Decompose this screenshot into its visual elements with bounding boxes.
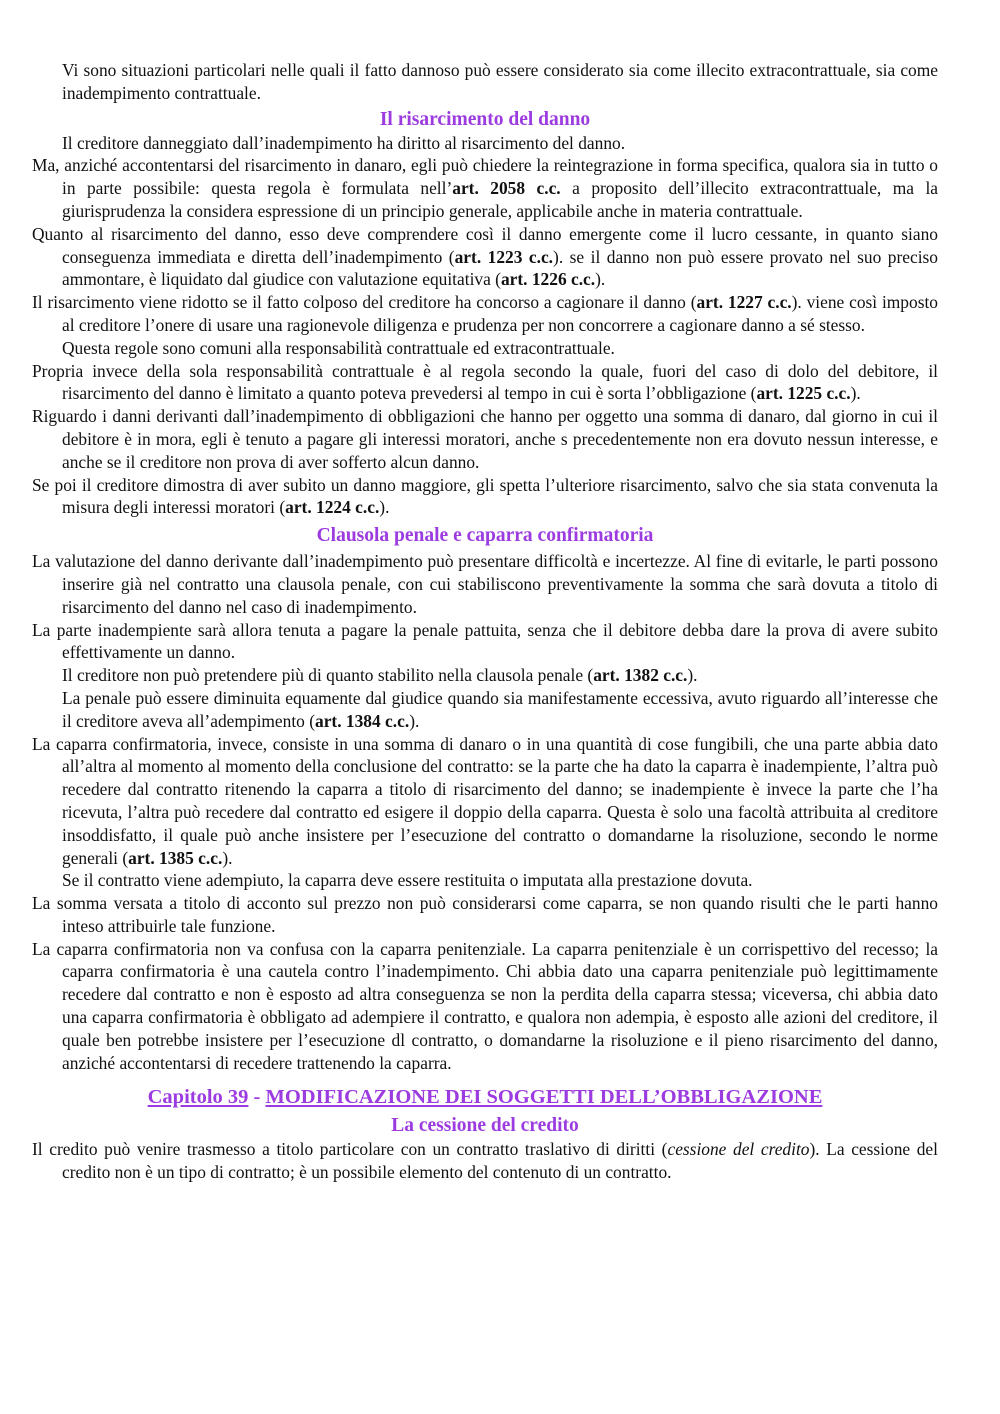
- paragraph: La parte inadempiente sarà allora tenuta a pagare la penale pattuita, senza che il debitore debba dare la prova di avere subito effettivamente un danno.: [32, 619, 938, 663]
- heading-cessione-del-credito: La cessione del credito: [391, 1115, 579, 1137]
- paragraph: [32, 474, 938, 520]
- text: La caparra confirmatoria, invece, consiste in una somma di danaro o in una quantità di cose fungibili, che una parte abbia dato all’altra al momento al momento della conclusione del contratto: se la parte che ha dato la caparra è inadempiente, l’altra può recedere dal contratto ritenendo la caparra a titolo di risarcimento del danno; se inadempiente è invece la parte che l’ha ricevuta, l’altra può recedere dal contratto ed esigere il doppio della caparra. Questa è solo una facoltà attribuita al creditore insoddisfatto, il quale può anche insistere per l’esecuzione del contratto o domandarne la risoluzione, secondo le norme generali (: [32, 733, 938, 868]
- text: ). viene così imposto al creditore l’onere di usare una ragionevole diligenza e prudenza per non concorrere a cagionare danno a sé stesso.: [62, 292, 938, 335]
- chapter-heading: [32, 1084, 938, 1110]
- article-reference: art. 1223 c.c.: [454, 246, 554, 267]
- italic-term: cessione del credito: [667, 1139, 810, 1160]
- text: ).: [595, 269, 606, 290]
- heading-risarcimento-del-danno: Il risarcimento del danno: [379, 108, 591, 130]
- paragraph: [32, 687, 938, 733]
- text: Propria invece della sola responsabilità contrattuale è al regola secondo la quale, fuori del caso di dolo del debitore, il risarcimento del danno è limitato a quanto poteva prevedersi al tempo in cui è sorta l’obbligazione (: [32, 360, 938, 404]
- article-reference: art. 1385 c.c.: [128, 847, 223, 868]
- text: ).: [687, 665, 698, 686]
- paragraph: [32, 154, 938, 222]
- paragraph: [32, 360, 938, 406]
- text: ).: [379, 497, 390, 518]
- heading-clausola-penale: Clausola penale e caparra confirmatoria: [316, 525, 654, 547]
- document-page: [32, 59, 938, 1184]
- text: Quanto al risarcimento del danno, esso deve comprendere così il danno emergente come il lucro cessante, in quanto siano conseguenza immediata e diretta dell’inadempimento (: [32, 223, 938, 267]
- paragraph: Riguardo i danni derivanti dall’inadempimento di obbligazioni che hanno per oggetto una somma di danaro, dal giorno in cui il debitore è in mora, egli è tenuto a pagare gli interessi moratori, anche s precedentemente non era dovuto nessun interesse, e anche se il creditore non prova di aver sofferto alcun danno.: [32, 406, 938, 472]
- paragraph-intro: Vi sono situazioni particolari nelle quali il fatto dannoso può essere considerato sia come illecito extracontrattuale, sia come inadempimento contrattuale.: [62, 60, 938, 103]
- article-reference: art. 1224 c.c.: [285, 497, 380, 518]
- paragraph: [32, 223, 938, 291]
- text: Il credito può venire trasmesso a titolo particolare con un contratto traslativo di diritti (: [32, 1139, 668, 1160]
- chapter-title-link[interactable]: MODIFICAZIONE DEI SOGGETTI DELL’OBBLIGAZIONE: [265, 1086, 823, 1109]
- article-reference: art. 1225 c.c.: [756, 383, 851, 404]
- chapter-number-link[interactable]: Capitolo 39: [147, 1086, 249, 1109]
- paragraph: Se il contratto viene adempiuto, la caparra deve essere restituita o imputata alla prestazione dovuta.: [62, 870, 753, 891]
- text: Il risarcimento viene ridotto se il fatto colposo del creditore ha concorso a cagionare il danno (: [32, 292, 697, 313]
- paragraph: [32, 664, 938, 687]
- text: Il creditore non può pretendere più di quanto stabilito nella clausola penale (: [62, 665, 594, 686]
- paragraph: La caparra confirmatoria non va confusa con la caparra penitenziale. La caparra penitenziale è un corrispettivo del recesso; la caparra confirmatoria è una cautela contro l’inadempimento. Chi abbia dato una caparra penitenziale può legittimamente recedere dal contratto e non è esposto ad altra conseguenza se non la perdita della caparra stessa; viceversa, chi abbia dato una caparra confirmatoria è obbligato ad adempiere il contratto, e qualora non adempia, è esposto alle azioni del creditore, il quale ben potrebbe insistere per l’esecuzione dl contratto, o domandarne la risoluzione e il pieno risarcimento del danno, anziché accontentarsi di recedere trattenendo la caparra.: [32, 938, 938, 1073]
- text: Ma, anziché accontentarsi del risarcimento in danaro, egli può chiedere la reintegrazione in forma specifica, qualora sia in tutto o in parte possibile: questa regola è formulata nell’: [32, 155, 938, 199]
- paragraph: La valutazione del danno derivante dall’inadempimento può presentare difficoltà e incertezze. Al fine di evitarle, le parti possono inserire già nel contratto una clausola penale, con cui stabiliscono preventivamente la somma che sarà dovuta a titolo di risarcimento del danno nel caso di inadempimento.: [32, 551, 938, 617]
- text: ). se il danno non può essere provato nel suo preciso ammontare, è liquidato dal giudice con valutazione equitativa (: [62, 246, 938, 290]
- text: Se poi il creditore dimostra di aver subito un danno maggiore, gli spetta l’ulteriore risarcimento, salvo che sia stata convenuta la misura degli interessi moratori (: [32, 474, 938, 518]
- text: ). La cessione del credito non è un tipo di contratto; è un possibile elemento del contenuto di un contratto.: [62, 1139, 938, 1183]
- text: ).: [409, 710, 420, 731]
- paragraph: Questa regole sono comuni alla responsabilità contrattuale ed extracontrattuale.: [62, 337, 615, 358]
- article-reference: art. 1226 c.c.: [500, 269, 596, 290]
- article-reference: art. 2058 c.c.: [452, 178, 561, 199]
- paragraph: [32, 1138, 938, 1184]
- article-reference: art. 1382 c.c.: [593, 665, 688, 686]
- text: ).: [850, 383, 861, 404]
- article-reference: art. 1227 c.c.: [696, 292, 792, 313]
- text: La penale può essere diminuita equamente dal giudice quando sia manifestamente eccessiva, avuto riguardo all’interesse che il creditore aveva all’adempimento (: [62, 687, 938, 731]
- paragraph: [32, 733, 938, 870]
- article-reference: art. 1384 c.c.: [315, 710, 410, 731]
- text: ).: [222, 847, 233, 868]
- text: a proposito dell’illecito extracontrattuale, ma la giurisprudenza la considera espressione di un principio generale, applicabile anche in materia contrattuale.: [62, 178, 939, 221]
- paragraph: [32, 291, 938, 337]
- paragraph: Il creditore danneggiato dall’inadempimento ha diritto al risarcimento del danno.: [62, 132, 626, 153]
- chapter-separator: -: [248, 1086, 266, 1109]
- paragraph: La somma versata a titolo di acconto sul prezzo non può considerarsi come caparra, se non quando risulti che le parti hanno inteso attribuirle tale funzione.: [32, 893, 938, 936]
